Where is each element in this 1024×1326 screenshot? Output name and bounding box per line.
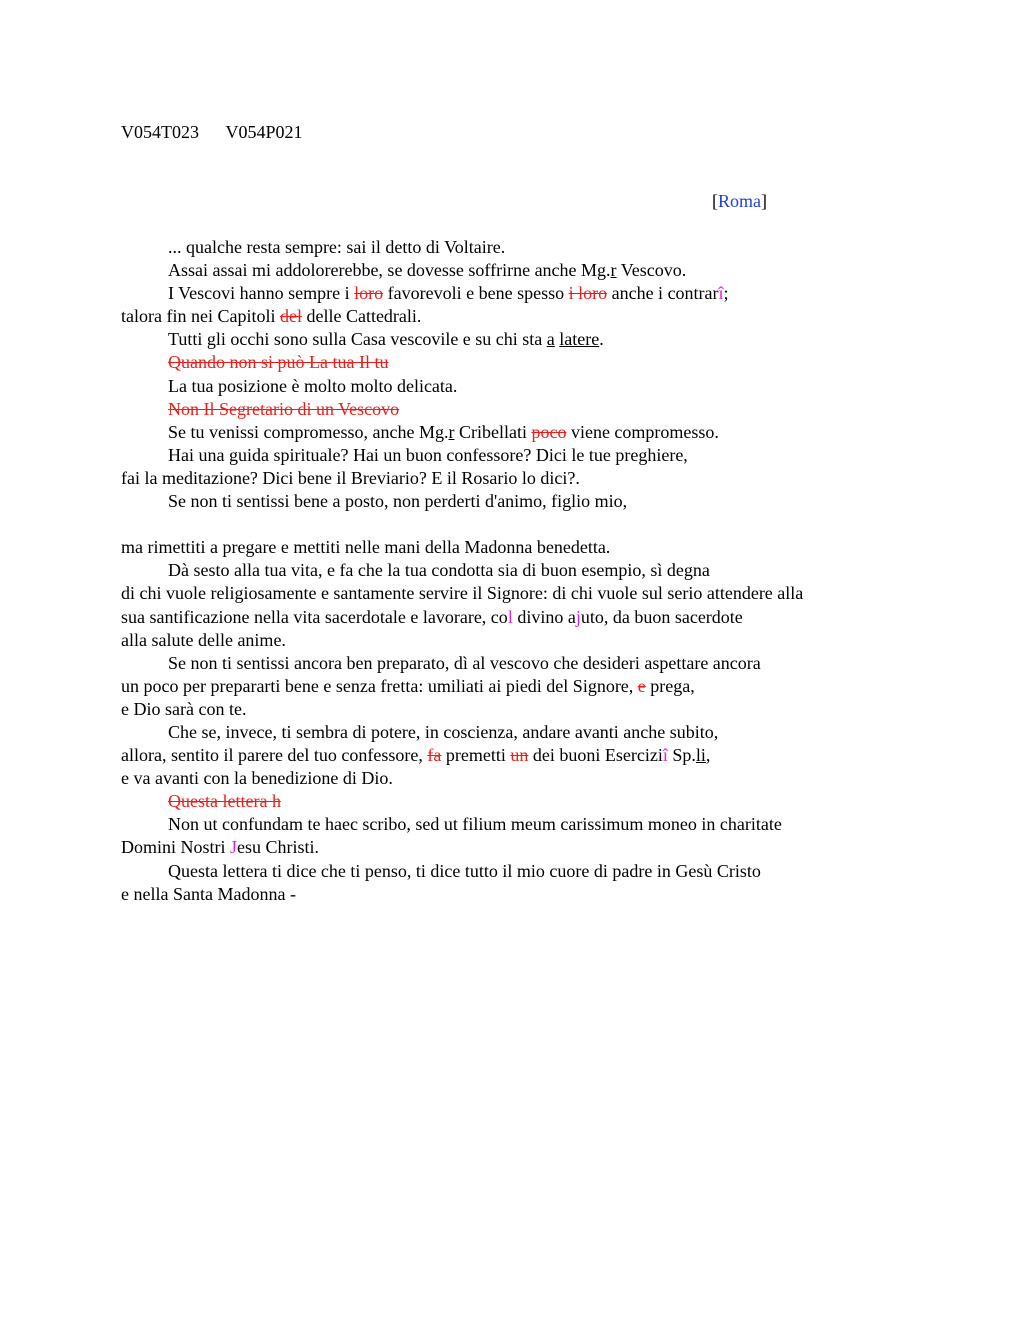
deleted-text: poco bbox=[531, 421, 567, 442]
deleted-text: i loro bbox=[568, 283, 608, 304]
place-bracket-open: [ bbox=[712, 191, 718, 211]
place-name: Roma bbox=[718, 191, 761, 211]
inserted-text: J bbox=[230, 837, 238, 858]
place-bracket-close: ] bbox=[761, 191, 767, 211]
text-line: Domini Nostri Jesu Christi. bbox=[121, 837, 320, 858]
inserted-text: î bbox=[718, 283, 724, 304]
text-line: ... qualche resta sempre: sai il detto di Voltaire. bbox=[168, 237, 506, 257]
text-line: Che se, invece, ti sembra di potere, in coscienza, andare avanti anche subito, bbox=[168, 721, 719, 742]
text-line: allora, sentito il parere del tuo confessore, fa premetti un dei buoni Eserciziî Sp.li, bbox=[121, 745, 711, 766]
volume-code: V054T023 bbox=[121, 122, 199, 142]
deleted-line: Questa lettera h bbox=[168, 791, 281, 812]
deleted-text: loro bbox=[354, 283, 384, 304]
text-line: di chi vuole religiosamente e santamente servire il Signore: di chi vuole sul serio attendere alla bbox=[121, 583, 804, 604]
inserted-text: l bbox=[507, 606, 513, 627]
deleted-text: del bbox=[279, 306, 302, 327]
text-line: e nella Santa Madonna - bbox=[121, 883, 296, 904]
text-line: Se non ti sentissi bene a posto, non perderti d'animo, figlio mio, bbox=[168, 491, 628, 512]
text-line: fai la meditazione? Dici bene il Breviario? E il Rosario lo dici?. bbox=[121, 467, 580, 488]
deleted-text: fa bbox=[427, 745, 442, 766]
text-line: sua santificazione nella vita sacerdotale e lavorare, col divino ajuto, da buon sacerdote bbox=[121, 606, 743, 627]
text-line: alla salute delle anime. bbox=[121, 629, 286, 650]
text-line: ma rimettiti a pregare e mettiti nelle mani della Madonna benedetta. bbox=[121, 537, 611, 558]
text-line: Se non ti sentissi ancora ben preparato, dì al vescovo che desideri aspettare ancora bbox=[168, 652, 761, 673]
deleted-text: un bbox=[510, 745, 529, 766]
document-codes bbox=[121, 121, 325, 144]
text-line: La tua posizione è molto molto delicata. bbox=[168, 375, 458, 396]
text-line: Se tu venissi compromesso, anche Mg.r Cribellati poco viene compromesso. bbox=[168, 421, 719, 442]
text-line: Assai assai mi addolorerebbe, se dovesse soffrirne anche Mg.r Vescovo. bbox=[168, 260, 687, 281]
text-line: e Dio sarà con te. bbox=[121, 698, 247, 719]
text-line: talora fin nei Capitoli del delle Cattedrali. bbox=[121, 306, 422, 327]
text-line: Hai una guida spirituale? Hai un buon confessore? Dici le tue preghiere, bbox=[168, 444, 688, 465]
blank-line bbox=[121, 513, 1001, 536]
text-line: un poco per prepararti bene e senza fretta: umiliati ai piedi del Signore, e prega, bbox=[121, 675, 695, 696]
text-line: e va avanti con la benedizione di Dio. bbox=[121, 768, 393, 789]
place-heading bbox=[712, 190, 767, 213]
deleted-line: Quando non si può La tua Il tu bbox=[168, 352, 389, 373]
inserted-text: j bbox=[575, 606, 581, 627]
text-line: I Vescovi hanno sempre i loro favorevoli e bene spesso i loro anche i contrarî; bbox=[168, 283, 729, 304]
page-code: V054P021 bbox=[225, 122, 303, 142]
text-line: Tutti gli occhi sono sulla Casa vescovile e su chi sta a latere. bbox=[168, 329, 604, 350]
text-line: Non ut confundam te haec scribo, sed ut filium meum carissimum moneo in charitate bbox=[168, 814, 782, 835]
deleted-text: e bbox=[637, 675, 646, 696]
inserted-text: î bbox=[662, 745, 668, 766]
text-line: Questa lettera ti dice che ti penso, ti dice tutto il mio cuore di padre in Gesù Cristo bbox=[168, 860, 761, 881]
deleted-line: Non Il Segretario di un Vescovo bbox=[168, 398, 400, 419]
text-line: Dà sesto alla tua vita, e fa che la tua condotta sia di buon esempio, sì degna bbox=[168, 560, 710, 581]
letter-body bbox=[121, 236, 1001, 906]
